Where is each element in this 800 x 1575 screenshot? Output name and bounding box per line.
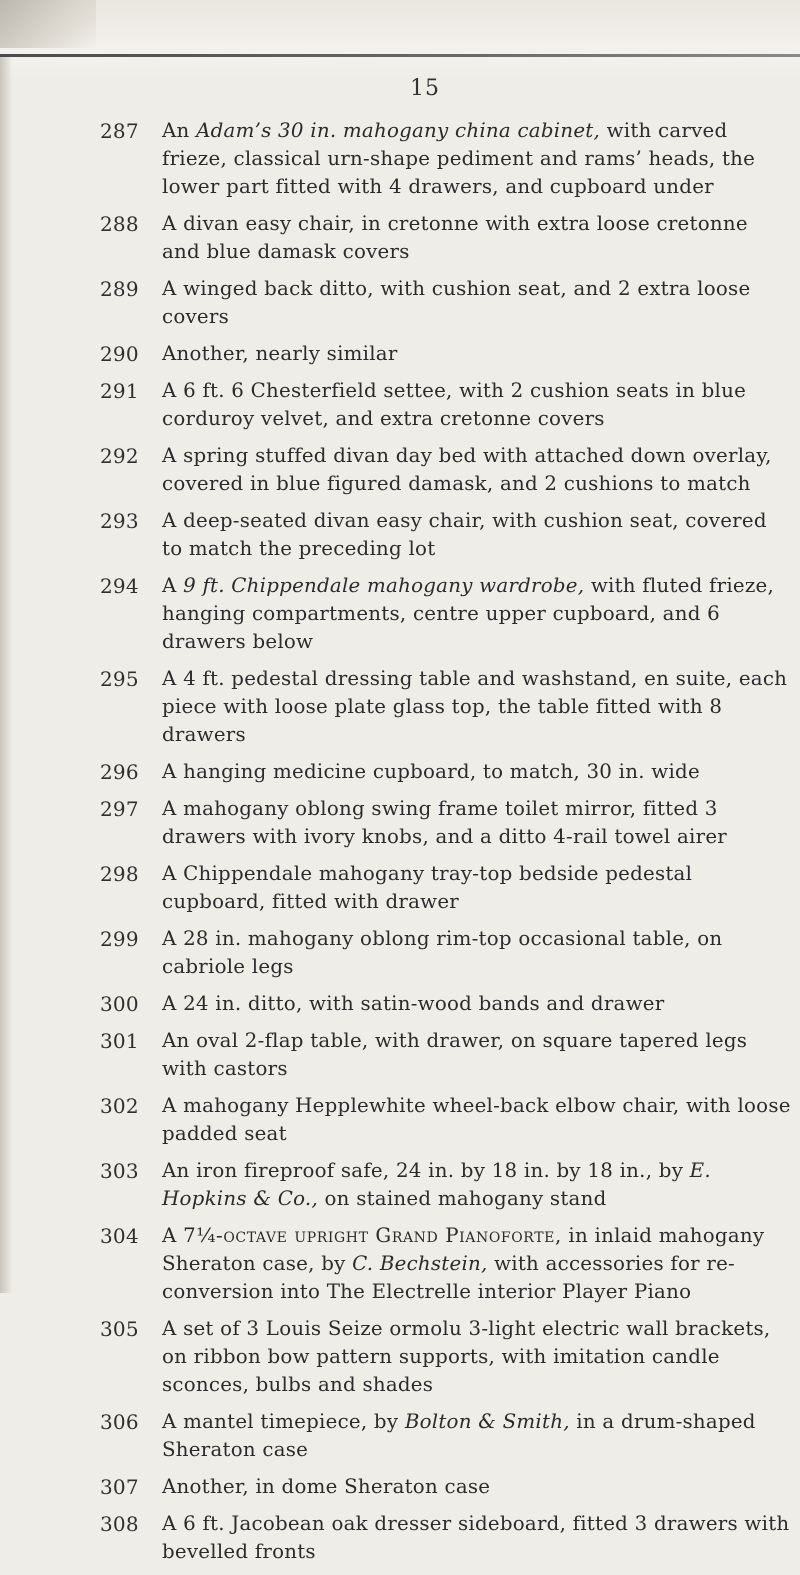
- lot-307: [0, 1473, 800, 1501]
- lot-maker: C. Bechstein,: [352, 1252, 488, 1275]
- lot-description: A hanging medicine cupboard, to match, 30 in. wide: [162, 760, 700, 783]
- lot-description: Another, in dome Sheraton case: [162, 1475, 491, 1498]
- lot-number: 287: [100, 119, 139, 143]
- lot-304: [0, 1222, 800, 1306]
- lot-text: with carved frieze, classical urn-shape pediment and rams’ heads, the lower part fitted with 4 drawers, and cupboard under: [162, 119, 756, 198]
- lot-297: [0, 795, 800, 851]
- lot-text: with fluted frieze, hanging compartments, centre upper cupboard, and 6 drawers below: [162, 574, 775, 653]
- lot-description: A 4 ft. pedestal dressing table and washstand, en suite, each piece with loose plate glass top, the table fitted with 8 drawers: [162, 667, 788, 746]
- lot-description: A set of 3 Louis Seize ormolu 3-light electric wall brackets, on ribbon bow pattern supports, with imitation candle sconces, bulbs and shades: [162, 1317, 771, 1396]
- lot-description: A 6 ft. Jacobean oak dresser sideboard, fitted 3 drawers with bevelled fronts: [162, 1512, 790, 1563]
- lot-number: 292: [100, 444, 139, 468]
- lot-number: 305: [100, 1317, 139, 1341]
- lot-list: [0, 117, 800, 1575]
- lot-text: An: [162, 119, 197, 142]
- lot-292: [0, 442, 800, 498]
- lot-description: [162, 1408, 792, 1464]
- lot-description: A mahogany Hepplewhite wheel-back elbow chair, with loose padded seat: [162, 1094, 791, 1145]
- lot-number: 295: [100, 667, 139, 691]
- lot-text: A mantel timepiece, by: [162, 1410, 405, 1433]
- lot-description: A 24 in. ditto, with satin-wood bands and drawer: [162, 992, 665, 1015]
- lot-text: A: [162, 1224, 184, 1247]
- lot-298: [0, 860, 800, 916]
- lot-title: Adam’s 30 in. mahogany china cabinet,: [196, 119, 601, 142]
- lot-301: [0, 1027, 800, 1083]
- lot-number: 307: [100, 1475, 139, 1499]
- lot-305: [0, 1315, 800, 1399]
- lot-description: Another, nearly similar: [162, 342, 398, 365]
- lot-number: 291: [100, 379, 139, 403]
- lot-290: [0, 340, 800, 368]
- lot-description: A 6 ft. 6 Chesterfield settee, with 2 cushion seats in blue corduroy velvet, and extra cretonne covers: [162, 379, 747, 430]
- lot-306: [0, 1408, 800, 1464]
- page-number: 15: [410, 76, 440, 101]
- page-top-edge: [0, 0, 800, 78]
- lot-title: 9 ft. Chippendale mahogany wardrobe,: [183, 574, 585, 597]
- lot-number: 293: [100, 509, 139, 533]
- lot-number: 302: [100, 1094, 139, 1118]
- lot-number: 304: [100, 1224, 139, 1248]
- lot-288: [0, 210, 800, 266]
- lot-description: [162, 117, 792, 201]
- lot-300: [0, 990, 800, 1018]
- lot-number: 300: [100, 992, 139, 1016]
- lot-303: [0, 1157, 800, 1213]
- lot-number: 303: [100, 1159, 139, 1183]
- lot-302: [0, 1092, 800, 1148]
- lot-number: 290: [100, 342, 139, 366]
- lot-295: [0, 665, 800, 749]
- lot-308: [0, 1510, 800, 1566]
- lot-number: 297: [100, 797, 139, 821]
- lot-description: A mahogany oblong swing frame toilet mirror, fitted 3 drawers with ivory knobs, and a ditto 4-rail towel airer: [162, 797, 727, 848]
- top-rule: [0, 54, 800, 57]
- lot-maker: E. Hopkins & Co.,: [162, 1159, 711, 1210]
- lot-description: [162, 1157, 792, 1213]
- lot-title: 7¼-octave upright Grand Pianoforte,: [183, 1224, 562, 1247]
- lot-text: in inlaid mahogany Sheraton case, by: [162, 1224, 765, 1275]
- lot-number: 296: [100, 760, 139, 784]
- lot-number: 289: [100, 277, 139, 301]
- lot-description: A winged back ditto, with cushion seat, and 2 extra loose covers: [162, 277, 751, 328]
- lot-299: [0, 925, 800, 981]
- lot-287: [0, 117, 800, 201]
- lot-296: [0, 758, 800, 786]
- lot-number: 301: [100, 1029, 139, 1053]
- lot-number: 306: [100, 1410, 139, 1434]
- lot-text: A: [162, 574, 184, 597]
- lot-291: [0, 377, 800, 433]
- lot-description: A spring stuffed divan day bed with attached down overlay, covered in blue figured damask, and 2 cushions to match: [162, 444, 772, 495]
- lot-description: [162, 572, 792, 656]
- lot-description: A Chippendale mahogany tray-top bedside pedestal cupboard, fitted with drawer: [162, 862, 693, 913]
- lot-text: on stained mahogany stand: [317, 1187, 607, 1210]
- lot-description: A 28 in. mahogany oblong rim-top occasional table, on cabriole legs: [162, 927, 723, 978]
- lot-description: A divan easy chair, in cretonne with extra loose cretonne and blue damask covers: [162, 212, 748, 263]
- lot-description: A deep-seated divan easy chair, with cushion seat, covered to match the preceding lot: [162, 509, 767, 560]
- lot-number: 294: [100, 574, 139, 598]
- lot-maker: Bolton & Smith,: [404, 1410, 570, 1433]
- lot-number: 288: [100, 212, 139, 236]
- lot-293: [0, 507, 800, 563]
- lot-number: 299: [100, 927, 139, 951]
- lot-description: [162, 1222, 792, 1306]
- lot-number: 308: [100, 1512, 139, 1536]
- lot-289: [0, 275, 800, 331]
- lot-294: [0, 572, 800, 656]
- lot-number: 298: [100, 862, 139, 886]
- lot-text: with accessories for re-conversion into The Electrelle interior Player Piano: [162, 1252, 735, 1303]
- lot-text: in a drum-shaped Sheraton case: [162, 1410, 756, 1461]
- lot-description: An oval 2-flap table, with drawer, on square tapered legs with castors: [162, 1029, 748, 1080]
- lot-text: An iron fireproof safe, 24 in. by 18 in. by 18 in., by: [162, 1159, 690, 1182]
